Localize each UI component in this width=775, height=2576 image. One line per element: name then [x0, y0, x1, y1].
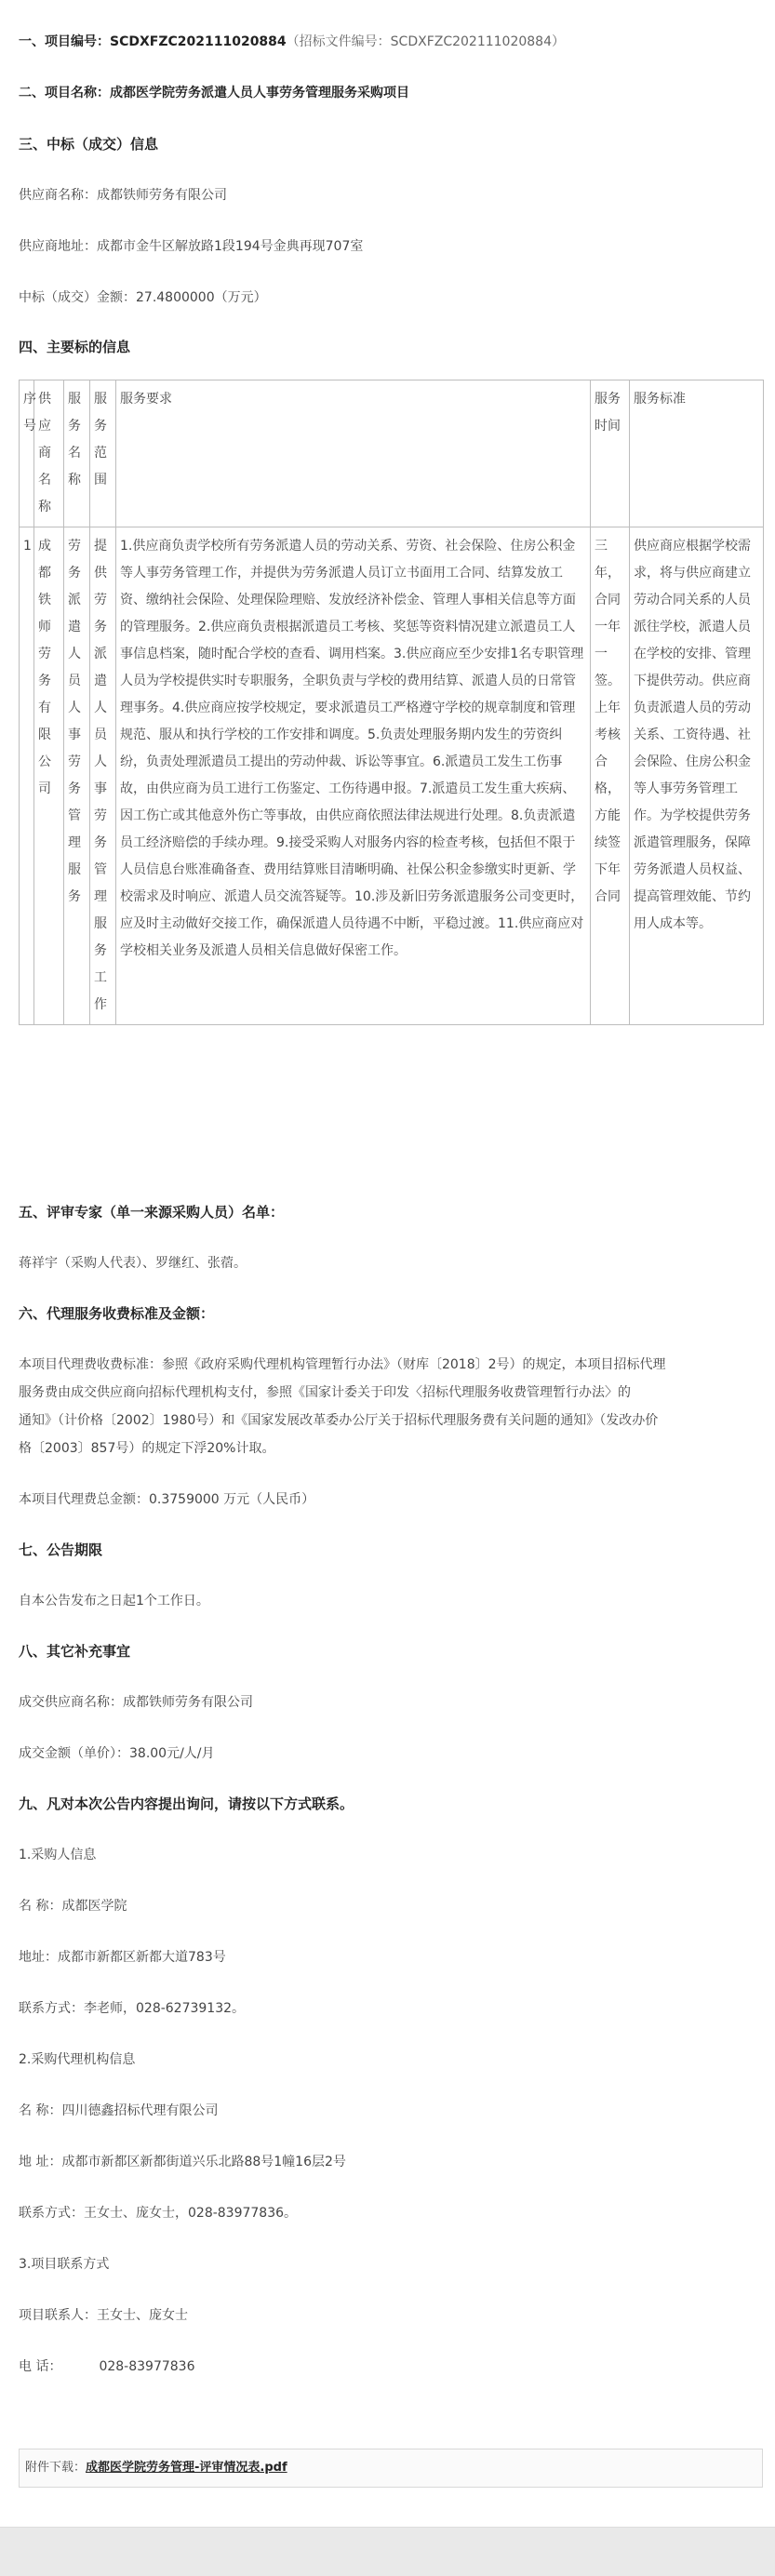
header-scope: 服务范围 [90, 380, 116, 527]
project-contact-person: 项目联系人：王女士、庞女士 [19, 2308, 188, 2323]
tender-doc-number: （招标文件编号：SCDXFZC202111020884） [286, 34, 565, 49]
project-number [19, 32, 565, 50]
final-price: 成交金额（单价）：38.00元/人/月 [19, 1746, 215, 1761]
project-name [19, 83, 409, 101]
section-experts-title: 五、评审专家（单一来源采购人员）名单： [19, 1204, 285, 1221]
supplier-name: 供应商名称：成都铁师劳务有限公司 [19, 188, 227, 203]
phone-label: 电 话： [19, 2359, 62, 2374]
buyer-name: 名 称：成都医学院 [19, 1899, 127, 1914]
project-number-code: SCDXFZC202111020884 [110, 34, 287, 49]
attachment-download-link[interactable]: 成都医学院劳务管理-评审情况表.pdf [86, 2461, 287, 2475]
attachment-label: 附件下载： [25, 2461, 87, 2475]
table-header-row [20, 380, 764, 527]
agency-name: 名 称：四川德鑫招标代理有限公司 [19, 2103, 219, 2118]
cell-no: 1 [20, 527, 34, 1025]
section-contact-title: 九、凡对本次公告内容提出询问，请按以下方式联系。 [19, 1795, 354, 1812]
fee-desc-line: 服务费由成交供应商向招标代理机构支付，参照《国家计委关于印发〈招标代理服务收费管理暂行办法〉的 [19, 1385, 631, 1400]
agency-info-title: 2.采购代理机构信息 [19, 2052, 136, 2067]
project-phone [19, 2356, 194, 2375]
project-number-label: 一、项目编号： [19, 34, 110, 49]
agency-address: 地 址：成都市新都区新都街道兴乐北路88号1幢16层2号 [19, 2155, 346, 2169]
section-items-title: 四、主要标的信息 [19, 339, 131, 355]
supplier-address: 供应商地址：成都市金牛区解放路1段194号金典再现707室 [19, 239, 364, 254]
fee-desc-line: 通知》（计价格〔2002〕1980号）和《国家发展改革委办公厅关于招标代理服务费有关问题的通知》（发改办价 [19, 1413, 659, 1428]
cell-time: 三年，合同一年一签。上年考核合格，方能续签下年合同 [591, 527, 630, 1025]
fee-desc-line: 本项目代理费收费标准：参照《政府采购代理机构管理暂行办法》（财库〔2018〕2号）的规定，本项目招标代理 [19, 1357, 666, 1372]
period-text: 自本公告发布之日起1个工作日。 [19, 1594, 209, 1608]
project-name-value: 成都医学院劳务派遣人员人事劳务管理服务采购项目 [110, 86, 409, 100]
experts-names: 蒋祥宇（采购人代表）、罗继红、张蓿。 [19, 1256, 247, 1271]
cell-service-name: 劳务派遣人员人事劳务管理服务 [64, 527, 90, 1025]
section-fee-title: 六、代理服务收费标准及金额： [19, 1305, 215, 1322]
header-no: 序号 [20, 380, 34, 527]
items-table [19, 380, 764, 1025]
cell-scope: 提供劳务派遣人员人事劳务管理服务工作 [90, 527, 116, 1025]
header-requirement: 服务要求 [116, 380, 591, 527]
section-period-title: 七、公告期限 [19, 1542, 103, 1558]
attachment-box [19, 2449, 763, 2488]
buyer-info-title: 1.采购人信息 [19, 1848, 97, 1862]
cell-standard: 供应商应根据学校需求，将与供应商建立劳动合同关系的人员派往学校，派遣人员在学校的安排、管理下提供劳动。供应商负责派遣人员的劳动关系、工资待遇、社会保险、住房公积金等人事劳务管理工作。为学校提供劳务派遣管理服务，保障劳务派遣人员权益、提高管理效能、节约用人成本等。 [630, 527, 764, 1025]
cell-supplier: 成都铁师劳务有限公司 [34, 527, 64, 1025]
final-supplier: 成交供应商名称：成都铁师劳务有限公司 [19, 1695, 253, 1710]
header-standard: 服务标准 [630, 380, 764, 527]
table-row [20, 527, 764, 1025]
cell-requirement: 1.供应商负责学校所有劳务派遣人员的劳动关系、劳资、社会保险、住房公积金等人事劳务管理工作，并提供为劳务派遣人员订立书面用工合同、结算发放工资、缴纳社会保险、处理保险理赔、发放经济补偿金、管理人事相关信息等方面的管理服务。2.供应商负责根据派遣员工考核、奖惩等资料情况建立派遣员工人事信息档案，随时配合学校的查看、调用档案。3.供应商应至少安排1名专职管理人员为学校提供实时专职服务，全职负责与学校的费用结算、派遣人员的日常管理事务。4.供应商应按学校规定，要求派遣员工严格遵守学校的规章制度和管理规范、服从和执行学校的工作安排和调度。5.负责处理服务期内发生的劳资纠纷，负责处理派遣员工提出的劳动仲裁、诉讼等事宜。6.派遣员工发生工伤事故，由供应商为员工进行工伤鉴定、工伤待遇申报。7.派遣员工发生重大疾病、因工伤亡或其他意外伤亡等事故，由供应商依照法律法规进行处理。8.负责派遣员工经济赔偿的手续办理。9.接受采购人对服务内容的检查考核，包括但不限于人员信息台账准确备查、费用结算账目清晰明确、社保公积金参缴实时更新、学校需求及时响应、派遣人员交流答疑等。10.涉及新旧劳务派遣服务公司变更时，应及时主动做好交接工作，确保派遣人员待遇不中断，平稳过渡。11.供应商应对学校相关业务及派遣人员相关信息做好保密工作。 [116, 527, 591, 1025]
header-service-name: 服务名称 [64, 380, 90, 527]
fee-desc-line: 格〔2003〕857号）的规定下浮20%计取。 [19, 1441, 275, 1456]
header-supplier: 供应商名称 [34, 380, 64, 527]
section-other-title: 八、其它补充事宜 [19, 1643, 131, 1660]
section-award-title: 三、中标（成交）信息 [19, 136, 159, 153]
header-time: 服务时间 [591, 380, 630, 527]
project-name-label: 二、项目名称： [19, 86, 110, 100]
project-contact-title: 3.项目联系方式 [19, 2257, 110, 2272]
buyer-address: 地址：成都市新都区新都大道783号 [19, 1950, 226, 1965]
agency-contact: 联系方式：王女士、庞女士，028-83977836。 [19, 2206, 298, 2221]
award-amount: 中标（成交）金额：27.4800000（万元） [19, 290, 267, 305]
fee-total: 本项目代理费总金额：0.3759000 万元（人民币） [19, 1492, 315, 1507]
page-footer [0, 2527, 775, 2576]
buyer-contact: 联系方式：李老师，028-62739132。 [19, 2001, 246, 2016]
phone-value: 028-83977836 [99, 2359, 195, 2374]
